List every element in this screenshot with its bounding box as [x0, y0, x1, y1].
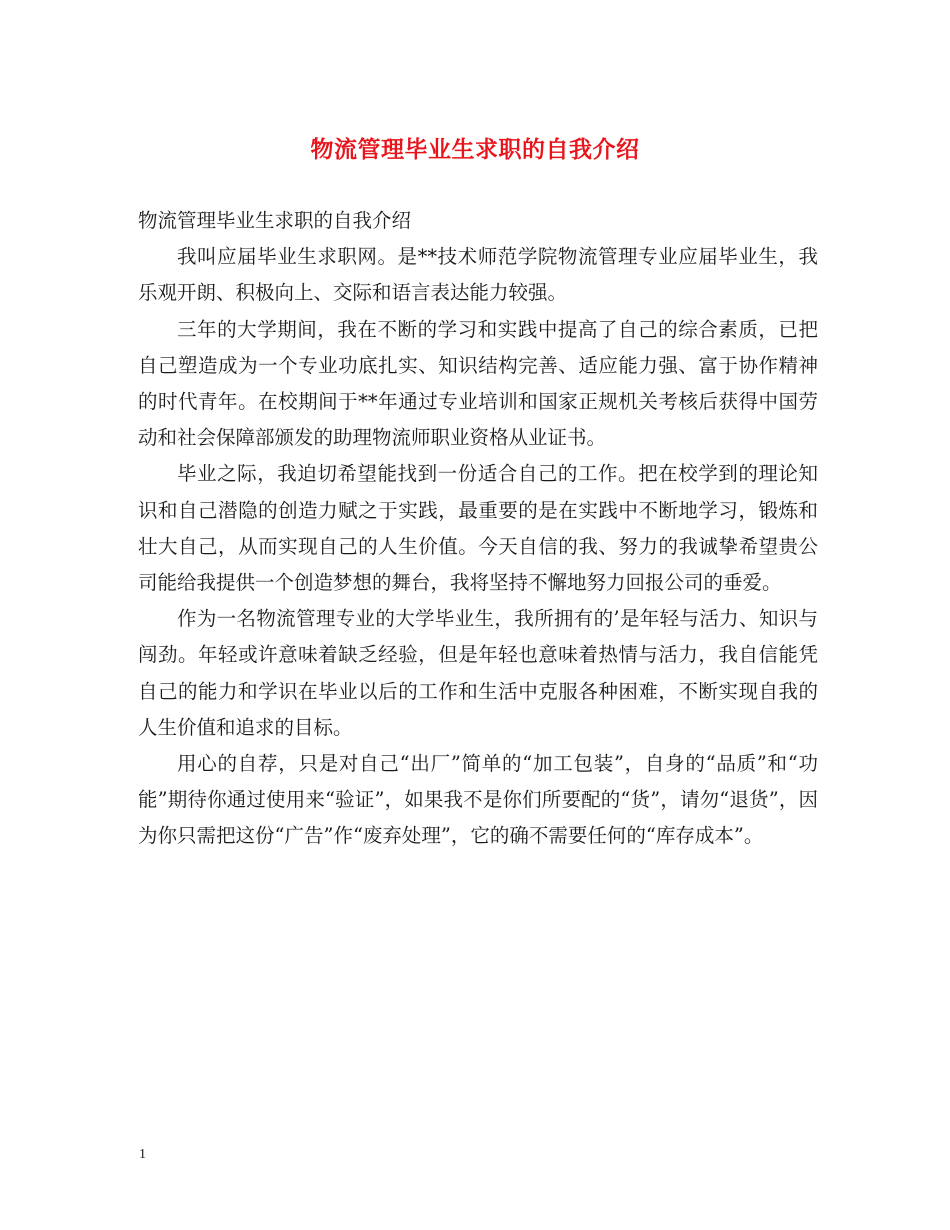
paragraph-university-experience: 三年的大学期间，我在不断的学习和实践中提高了自己的综合素质，已把自己塑造成为一个专业功底扎实、知识结构完善、适应能力强、富于协作精神的时代青年。在校期间于**年通过专业培训和国家正规机关考核后获得中国劳动和社会保障部颁发的助理物流师职业资格从业证书。 [138, 317, 818, 450]
document-title: 物流管理毕业生求职的自我介绍 [310, 136, 640, 163]
paragraph-strengths: 作为一名物流管理专业的大学毕业生，我所拥有的’是年轻与活力、知识与闯劲。年轻或许意味着缺乏经验，但是年轻也意味着热情与活力，我自信能凭自己的能力和学识在毕业以后的工作和生活中克服各种困难，不断实现自我的人生价值和追求的目标。 [138, 607, 818, 739]
paragraph-introduction: 我叫应届毕业生求职网。是**技术师范学院物流管理专业应届毕业生，我乐观开朗、积极向上、交际和语言表达能力较强。 [138, 245, 818, 305]
paragraph-job-expectation: 毕业之际，我迫切希望能找到一份适合自己的工作。把在校学到的理论知识和自己潜隐的创造力赋之于实践，最重要的是在实践中不断地学习，锻炼和壮大自己，从而实现自己的人生价值。今天自信的我、努力的我诚挚希望贵公司能给我提供一个创造梦想的舞台，我将坚持不懈地努力回报公司的垂爱。 [138, 462, 818, 595]
page-number: 1 [139, 1147, 146, 1162]
document-body [138, 203, 818, 855]
document-subtitle: 物流管理毕业生求职的自我介绍 [138, 209, 412, 232]
paragraph-closing: 用心的自荐，只是对自己“出厂”简单的“加工包装”，自身的“品质”和“功能”期待你通过使用来“验证”，如果我不是你们所要配的“货”，请勿“退货”，因为你只需把这份“广告”作“废弃处理”，它的确不需要任何的“库存成本”。 [138, 752, 818, 848]
